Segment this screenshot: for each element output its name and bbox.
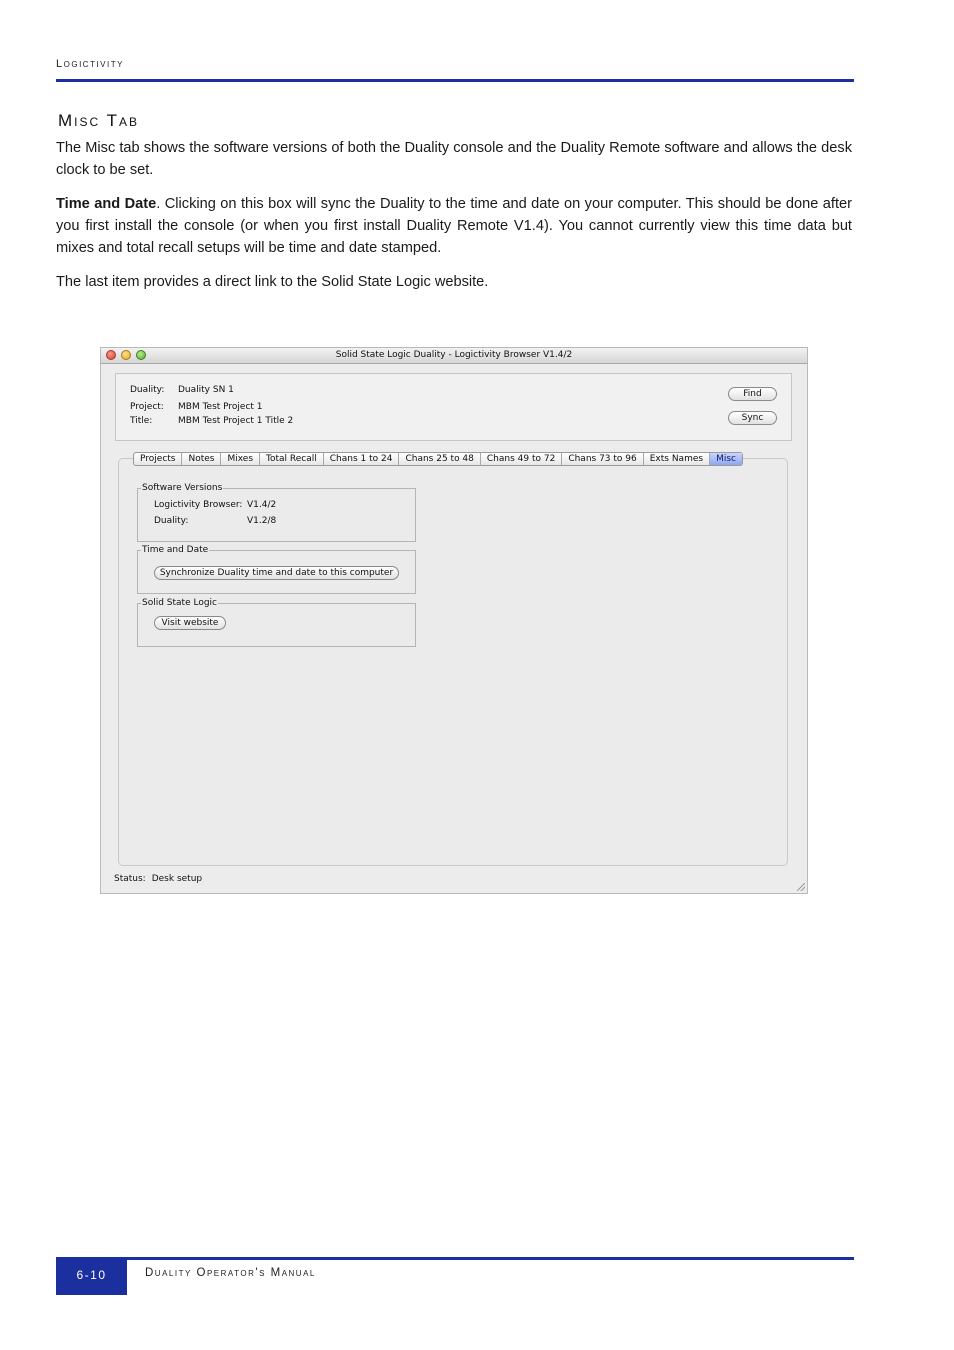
visit-website-button[interactable]: Visit website	[154, 616, 226, 630]
browser-version-label: Logictivity Browser:	[154, 500, 243, 510]
tab-exts-names[interactable]: Exts Names	[644, 453, 710, 465]
status-label: Status:	[114, 874, 146, 884]
footer-title: Duality Operator's Manual	[145, 1267, 316, 1279]
resize-grip-icon[interactable]	[797, 883, 805, 891]
status-value: Desk setup	[151, 874, 203, 884]
tab-mixes[interactable]: Mixes	[221, 453, 260, 465]
browser-window	[100, 347, 808, 894]
software-versions-label: Software Versions	[142, 483, 223, 493]
running-header: Logictivity	[56, 58, 124, 70]
page-number: 6-10	[56, 1260, 127, 1295]
find-button[interactable]: Find	[728, 387, 777, 401]
duality-value: Duality SN 1	[178, 385, 234, 395]
tab-notes[interactable]: Notes	[182, 453, 221, 465]
status-bar	[114, 874, 202, 884]
title-label: Title:	[130, 416, 153, 426]
tab-misc[interactable]: Misc	[710, 453, 742, 465]
tab-chans-1-24[interactable]: Chans 1 to 24	[324, 453, 400, 465]
title-bar[interactable]	[101, 348, 807, 364]
footer-rule	[56, 1257, 854, 1260]
tab-chans-25-48[interactable]: Chans 25 to 48	[399, 453, 480, 465]
time-date-text: . Clicking on this box will sync the Duality to the time and date on your computer. This should be done after you first install the console (or when you first install Duality Remote V1.4). You cannot currently view this time data but mixes and total recall setups will be time and date stamped.	[56, 196, 852, 256]
software-versions-group	[137, 483, 416, 542]
project-value: MBM Test Project 1	[178, 402, 263, 412]
console-info-panel	[115, 373, 792, 441]
sync-button[interactable]: Sync	[728, 411, 777, 425]
window-title: Solid State Logic Duality - Logictivity Browser V1.4/2	[335, 350, 573, 360]
link-paragraph: The last item provides a direct link to the Solid State Logic website.	[56, 274, 489, 290]
title-value: MBM Test Project 1 Title 2	[178, 416, 294, 426]
browser-version-value: V1.4/2	[247, 500, 277, 510]
header-rule	[56, 79, 854, 82]
tab-projects[interactable]: Projects	[134, 453, 182, 465]
tab-chans-73-96[interactable]: Chans 73 to 96	[562, 453, 643, 465]
tab-total-recall[interactable]: Total Recall	[260, 453, 324, 465]
project-label: Project:	[130, 402, 164, 412]
time-and-date-group	[137, 545, 416, 594]
duality-version-label: Duality:	[154, 516, 189, 526]
ssl-label: Solid State Logic	[142, 598, 218, 608]
time-and-date-label: Time and Date	[142, 545, 209, 555]
tab-bar	[133, 452, 743, 466]
section-title: Misc Tab	[58, 111, 139, 130]
ssl-group	[137, 598, 416, 647]
tab-chans-49-72[interactable]: Chans 49 to 72	[481, 453, 562, 465]
synchronize-time-button[interactable]: Synchronize Duality time and date to this computer	[154, 566, 399, 580]
time-date-term: Time and Date	[56, 196, 157, 212]
duality-version-value: V1.2/8	[247, 516, 277, 526]
time-date-paragraph	[56, 193, 852, 259]
intro-paragraph: The Misc tab shows the software versions of both the Duality console and the Duality Remote software and allows the desk clock to be set.	[56, 140, 852, 178]
duality-label: Duality:	[130, 385, 165, 395]
